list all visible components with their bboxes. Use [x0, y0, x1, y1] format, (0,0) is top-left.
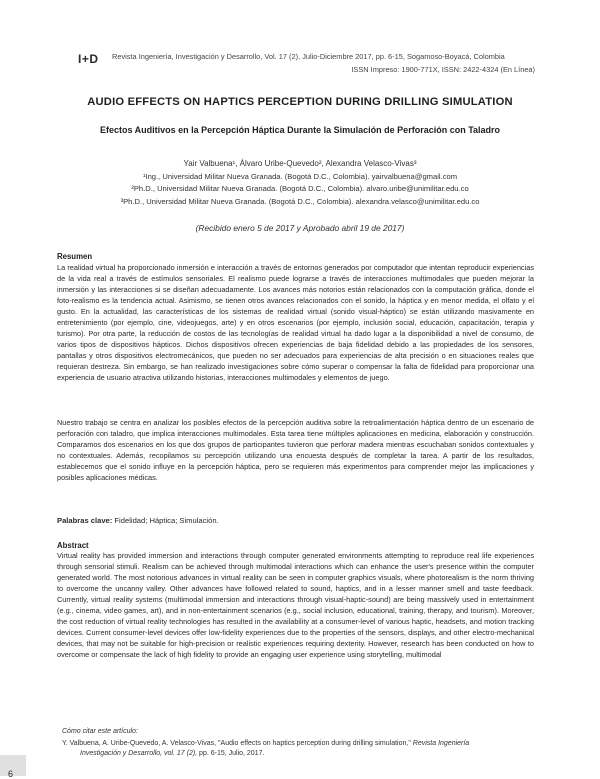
citation-line1-plain: Y. Valbuena, A. Uribe-Quevedo, A. Velasco-Vivas, "Audio effects on haptics perception during drilling simulation," [62, 740, 413, 747]
journal-header-line: Revista Ingeniería, Investigación y Desarrollo, Vol. 17 (2), Julio-Diciembre 2017, pp. 6-15, Sogamoso-Boyacá, Colombia [112, 52, 505, 61]
authors: Yair Valbuena¹, Álvaro Uribe-Quevedo², Alexandra Velasco-Vivas³ [183, 159, 417, 168]
keywords [57, 516, 219, 525]
citation-line1-italic: Revista Ingeniería [412, 740, 470, 747]
citation [62, 739, 542, 759]
journal-logo: I+D [78, 52, 99, 66]
paper-subtitle: Efectos Auditivos en la Percepción Háptica Durante la Simulación de Perforación con Taladro [99, 125, 501, 135]
resumen-paragraph-1: La realidad virtual ha proporcionado inmersión e interacción a través de entornos generados por computador que intentan reproducir experiencias de la vida real a través de estímulos sensoriales. El realismo puede lograrse a través de interacciones multimodales que pueden mejorar la inmersión y las interacciones si se diseñan adecuadamente. Los avances más notorios están relacionados con la computación gráfica, donde el foto-realismo es la tendencia actual. Asimismo, se tienen otros avances relacionados con el sonido, la háptica y en menor medida, el olfato y el gusto. En la actualidad, las características de los sistemas de realidad virtual (sonido visual-háptico) se están utilizando masivamente en entretenimiento (por ejemplo, cine, videojuegos, arte) y en otros escenarios (por ejemplo, inclusión social, educación, capacitación, terapia y turismo). Por otra parte, la reducción de costos de las tecnologías de realidad virtual ha dado lugar a la disponibilidad a nivel de consumo, de varios tipos de dispositivos hápticos. Dichos dispositivos ofrecen experiencias de baja fidelidad debido a las propiedades de los sensores, pantallas y otros dispositivos electromecánicos, que pueden no ser adecuados para experiencias de alta precisión o en situaciones reales que requieran destreza. Sin embargo, se han realizado investigaciones sobre cómo superar o compensar la falta de fidelidad para proporcionar una experiencia de usuario atractiva utilizando historias, interacciones multimodales y elementos de juego. [57, 263, 534, 383]
keywords-value: Fidelidad; Háptica; Simulación. [112, 516, 219, 525]
citation-line2-italic: Investigación y Desarrollo, vol. 17 (2), [80, 750, 198, 757]
citation-label: Cómo citar este artículo: [62, 728, 138, 735]
abstract-paragraph-1: Virtual reality has provided immersion and interactions through computer generated environments attempting to reproduce real life experiences through sensorial stimuli. Realism can be achieved through multimodal interactions which can enhance the user's presence within the computer generated world. The most notorious advances in virtual reality can be seen in computer graphics visuals, where photorealism is the norm thriving to overcome the uncanny valley. Other advances have followed related to sound, haptics, and in a lesser manner smell and taste feedback. Currently, virtual reality systems (multimodal immersion and interactions through visual-haptic-sound) are being massively used in entertainment (e.g., cinema, video games, art), and in non-entertainment scenarios (e.g., social inclusion, educational, training, therapy, and tourism). Moreover, the cost reduction of virtual reality technologies has resulted in the availability at a consumer-level of various haptic, headsets, and motion tracking devices. Current consumer-level devices offer low-fidelity experiences due to the properties of the sensors, displays, and other electro-mechanical devices, that may not be suitable for high-precision or realistic experiences requiring dexterity. However, research has been conducted on how to overcome or compensate the lack of high fidelity to provide an engaging user experience using storytelling, multimodal [57, 551, 534, 660]
resumen-heading: Resumen [57, 252, 93, 261]
keywords-label: Palabras clave: [57, 516, 113, 525]
issn-line: ISSN Impreso: 1900-771X, ISSN: 2422-4324 (En Línea) [351, 65, 535, 74]
affiliation-2: ²Ph.D., Universidad Militar Nueva Granada. (Bogotá D.C., Colombia). alvaro.uribe@unimilitar.edu.co [131, 184, 469, 193]
page-number: 6 [8, 769, 14, 779]
affiliation-1: ¹Ing., Universidad Militar Nueva Granada. (Bogotá D.C., Colombia). yairvalbuena@gmail.com [142, 172, 458, 181]
received-dates: (Recibido enero 5 de 2017 y Aprobado abril 19 de 2017) [195, 223, 405, 233]
affiliation-3: ³Ph.D., Universidad Militar Nueva Granada. (Bogotá D.C., Colombia). alexandra.velasco@unimilitar.edu.co [120, 197, 480, 206]
citation-line2-plain: pp. 6-15, Julio, 2017. [197, 750, 265, 757]
abstract-heading: Abstract [57, 541, 89, 550]
resumen-paragraph-2: Nuestro trabajo se centra en analizar los posibles efectos de la percepción auditiva sobre la retroalimentación háptica dentro de un escenario de perforación con taladro, que implica interacciones multimodales. Esta tarea tiene múltiples aplicaciones en medicina, elaboración y construcción. Comparamos dos escenarios en los que dos grupos de participantes tuvieron que perforar madera mientras escuchaban sonidos contextuales y no contextuales. Además, recopilamos su percepción utilizando una encuesta después de completar la tarea. A partir de los resultados, establecemos que el sonido influye en la percepción háptica, pero se requieren más experimentos para comprender mejor las implicaciones y posibles aplicaciones médicas. [57, 418, 534, 483]
paper-title: AUDIO EFFECTS ON HAPTICS PERCEPTION DURING DRILLING SIMULATION [87, 96, 513, 108]
